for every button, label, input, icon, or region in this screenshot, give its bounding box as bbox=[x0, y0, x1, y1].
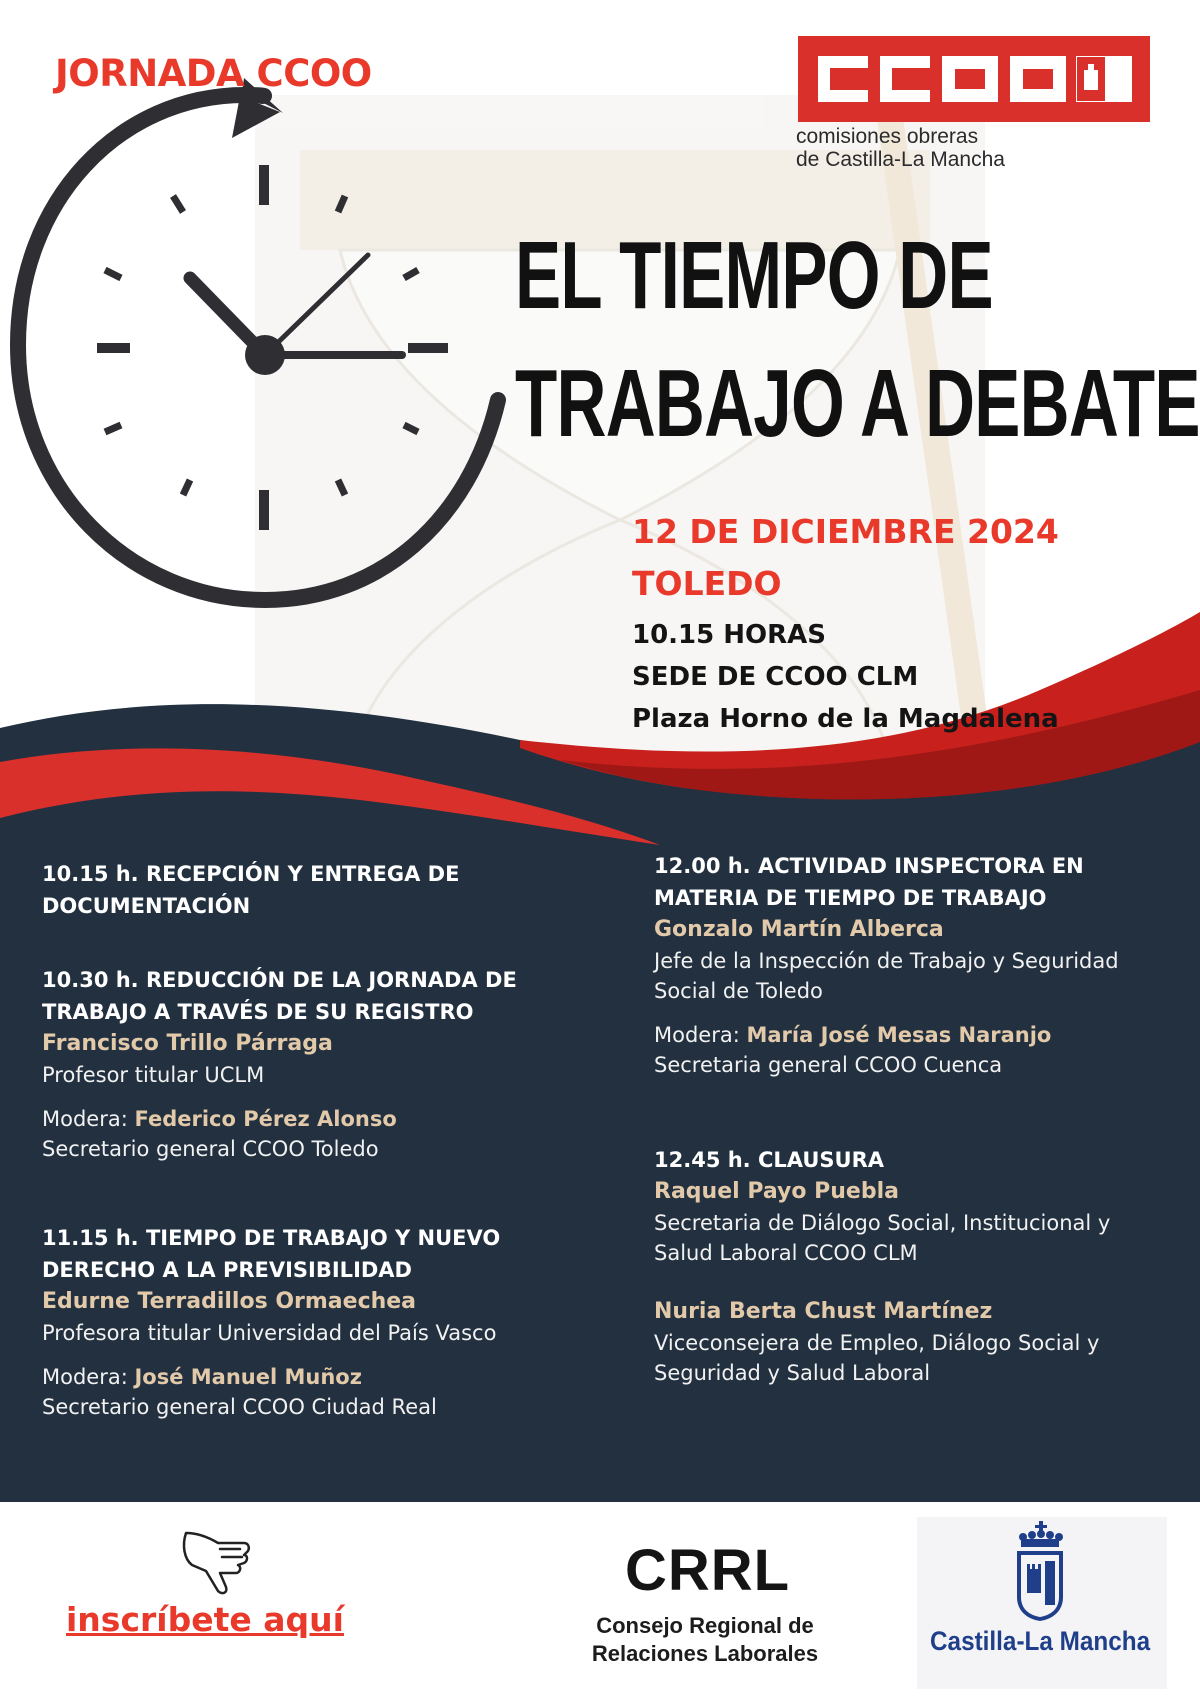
speaker-name: Edurne Terradillos Ormaechea bbox=[42, 1289, 417, 1314]
event-venue: SEDE DE CCOO CLM bbox=[632, 662, 919, 692]
program-slot-inspeccion bbox=[654, 850, 1119, 1080]
speaker-role: Profesor titular UCLM bbox=[42, 1063, 265, 1087]
speaker-role: Jefe de la Inspección de Trabajo y Seguridad bbox=[654, 949, 1119, 973]
slot-title: TRABAJO A TRAVÉS DE SU REGISTRO bbox=[42, 1000, 474, 1024]
slot-title: DERECHO A LA PREVISIBILIDAD bbox=[42, 1258, 412, 1282]
main-title-line-1: EL TIEMPO DE bbox=[515, 222, 993, 329]
slot-title: 11.15 h. TIEMPO DE TRABAJO Y NUEVO bbox=[42, 1226, 501, 1250]
crrl-logo-subtitle bbox=[574, 1612, 836, 1668]
main-title-line-2: TRABAJO A DEBATE bbox=[515, 350, 1200, 457]
event-date: 12 DE DICIEMBRE 2024 bbox=[632, 512, 1059, 551]
castilla-la-mancha-logo bbox=[917, 1517, 1167, 1689]
moderator-role: Secretario general CCOO Toledo bbox=[42, 1137, 379, 1161]
main-title bbox=[515, 212, 1200, 468]
speaker-role: Secretaria de Diálogo Social, Institucional y bbox=[654, 1211, 1111, 1235]
crrl-sub-line-2: Relaciones Laborales bbox=[591, 1641, 819, 1666]
castilla-la-mancha-label: Castilla-La Mancha bbox=[930, 1626, 1151, 1656]
speaker-name: Raquel Payo Puebla bbox=[654, 1179, 899, 1204]
event-city: TOLEDO bbox=[632, 564, 782, 603]
slot-title: 10.30 h. REDUCCIÓN DE LA JORNADA DE bbox=[42, 968, 517, 992]
speaker-name: Nuria Berta Chust Martínez bbox=[654, 1299, 993, 1324]
logo-sub-line-1: comisiones obreras bbox=[796, 125, 979, 148]
moderator-label: Modera: bbox=[42, 1107, 128, 1131]
slot-title: 12.00 h. ACTIVIDAD INSPECTORA EN bbox=[654, 854, 1084, 878]
pointing-hand-icon[interactable] bbox=[178, 1525, 258, 1597]
moderator-label: Modera: bbox=[654, 1023, 740, 1047]
speaker-role: Social de Toledo bbox=[654, 979, 823, 1003]
speaker-role: Seguridad y Salud Laboral bbox=[654, 1361, 931, 1385]
moderator bbox=[42, 1362, 500, 1392]
slot-title: DOCUMENTACIÓN bbox=[42, 894, 251, 918]
register-link[interactable]: inscríbete aquí bbox=[66, 1600, 344, 1639]
crrl-logo: CRRL bbox=[625, 1538, 791, 1603]
moderator-name: María José Mesas Naranjo bbox=[746, 1023, 1052, 1047]
logo-sub-line-2: de Castilla-La Mancha bbox=[796, 148, 1005, 171]
slot-title: MATERIA DE TIEMPO DE TRABAJO bbox=[654, 886, 1047, 910]
speaker-name: Francisco Trillo Párraga bbox=[42, 1031, 333, 1056]
crrl-sub-line-1: Consejo Regional de bbox=[596, 1613, 814, 1638]
ccoo-logo-mark bbox=[798, 36, 1150, 122]
moderator-label: Modera: bbox=[42, 1365, 128, 1389]
event-time: 10.15 HORAS bbox=[632, 620, 827, 650]
moderator-role: Secretaria general CCOO Cuenca bbox=[654, 1053, 1003, 1077]
event-address: Plaza Horno de la Magdalena bbox=[632, 704, 1059, 734]
program-slot-reduccion bbox=[42, 964, 517, 1164]
slot-title: 10.15 h. RECEPCIÓN Y ENTREGA DE bbox=[42, 862, 460, 886]
moderator bbox=[42, 1104, 517, 1134]
event-tag: JORNADA CCOO bbox=[55, 52, 372, 95]
program-slot-previsibilidad bbox=[42, 1222, 500, 1422]
slot-title: 12.45 h. CLAUSURA bbox=[654, 1148, 885, 1172]
speaker-role: Viceconsejera de Empleo, Diálogo Social y bbox=[654, 1331, 1100, 1355]
moderator bbox=[654, 1020, 1119, 1050]
castilla-la-mancha-coat-of-arms bbox=[917, 1517, 1167, 1627]
speaker-role: Profesora titular Universidad del País Vasco bbox=[42, 1321, 497, 1345]
ccoo-logo-subtitle bbox=[796, 125, 1005, 171]
moderator-name: Federico Pérez Alonso bbox=[134, 1107, 397, 1131]
program-slot-reception bbox=[42, 858, 459, 922]
speaker-role: Salud Laboral CCOO CLM bbox=[654, 1241, 918, 1265]
program-slot-clausura bbox=[654, 1144, 1110, 1388]
speaker-name: Gonzalo Martín Alberca bbox=[654, 917, 944, 942]
moderator-name: José Manuel Muñoz bbox=[134, 1365, 362, 1389]
moderator-role: Secretario general CCOO Ciudad Real bbox=[42, 1395, 437, 1419]
ccoo-logo bbox=[798, 36, 1150, 122]
